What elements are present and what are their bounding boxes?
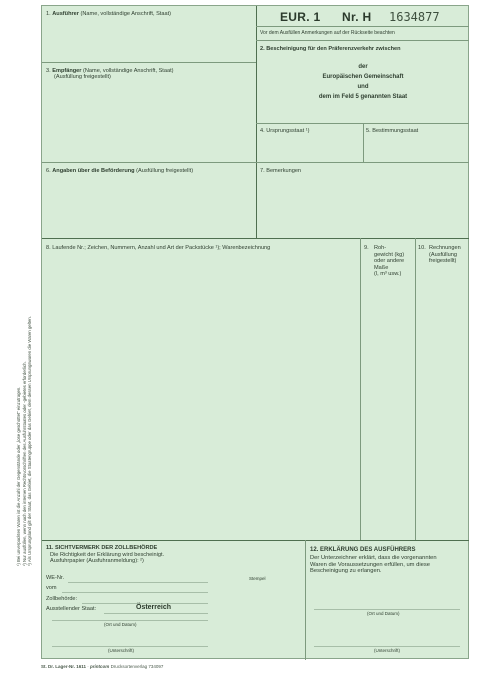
field11-line2: Ausfuhrpapier (Ausfuhranmeldung): ²) <box>50 558 144 564</box>
field3-input[interactable] <box>46 66 246 156</box>
field11-ort-datum: (Ort und Datum) <box>104 622 137 627</box>
divider-4-5 <box>363 123 364 162</box>
field11-stempel: Stempel <box>249 576 266 581</box>
serial-number: 1634877 <box>389 10 440 24</box>
divider-8-9 <box>360 238 361 540</box>
field5-input[interactable] <box>365 136 467 160</box>
field11-line1: Die Richtigkeit der Erklärung wird bescheinigt. <box>50 552 165 558</box>
field1-input[interactable] <box>46 8 246 58</box>
eur1-form <box>41 5 469 659</box>
field2-text: der Europäischen Gemeinschaft und dem im Feld 5 genannten Staat <box>318 64 408 100</box>
field12-text: Der Unterzeichner erklärt, dass die vorgenannten Waren die Voraussetzungen erfüllen, um diese Bescheinigung zu erlangen. <box>310 555 437 575</box>
field5-label: 5. Bestimmungsstaat <box>366 128 419 134</box>
field10-num: 10. <box>418 245 426 251</box>
field10-text: Rechnungen (Ausfüllung freigestellt) <box>429 245 461 265</box>
field11-staat-label: Ausstellender Staat: <box>46 606 97 612</box>
header-note: Vor dem Ausfüllen Anmerkungen auf der Rückseite beachten <box>260 30 395 36</box>
field3-label: 3. Empfänger (Name, vollständige Anschrift, Staat) <box>46 68 174 74</box>
field3-sublabel: (Ausfüllung freigestellt) <box>54 74 111 80</box>
field12-sign-line[interactable] <box>314 646 460 647</box>
field2-label: 2. Bescheinigung für den Präferenzverkehr zwischen <box>260 46 401 52</box>
field9-input[interactable] <box>362 282 413 536</box>
field11-we-nr-label: WE-Nr. <box>46 575 65 581</box>
field9-text: Roh- gewicht (kg) oder andere Maße (l, m³ usw.) <box>374 245 405 278</box>
divider-1-3 <box>42 62 256 63</box>
divider-9-10 <box>415 238 416 540</box>
field11-ort-line[interactable] <box>52 620 208 621</box>
field11-title: 11. SICHTVERMERK DER ZOLLBEHÖRDE <box>46 545 158 551</box>
field12-unterschrift: (Unterschrift) <box>374 648 401 653</box>
field9-label: 9. <box>364 245 369 251</box>
divider-6-8 <box>42 238 469 239</box>
divider-8-11 <box>42 540 469 541</box>
divider-11-12 <box>305 540 306 660</box>
field1-label: 1. Ausführer (Name, vollständige Anschrift, Staat) <box>46 11 172 17</box>
number-label: Nr. H <box>342 10 372 24</box>
field6-input[interactable] <box>46 176 252 234</box>
field11-vom-line[interactable] <box>62 592 208 593</box>
field12-ort-line[interactable] <box>314 609 460 610</box>
field4-label: 4. Ursprungsstaat ¹) <box>260 128 310 134</box>
field12-title: 12. ERKLÄRUNG DES AUSFÜHRERS <box>310 547 416 553</box>
field7-input[interactable] <box>258 176 466 234</box>
field6-label: 6. Angaben über die Beförderung (Ausfüllung freigestellt) <box>46 168 194 174</box>
form-title: EUR. 1 <box>280 10 321 24</box>
field8-label: 8. Laufende Nr.; Zeichen, Nummern, Anzahl und Art der Packstücke ¹); Warenbezeichnung <box>46 245 271 251</box>
divider-header <box>256 26 469 27</box>
field4-input[interactable] <box>258 136 360 160</box>
field12-ort-datum: (Ort und Datum) <box>367 611 400 616</box>
field11-zollbehoerde-label: Zollbehörde: <box>46 596 78 602</box>
field11-staat-line[interactable] <box>104 613 208 614</box>
field11-unterschrift: (Unterschrift) <box>108 648 135 653</box>
field8-input[interactable] <box>46 256 356 536</box>
side-notes: ¹) Bei unverpackten Waren ist die Anzahl der Gegenstände oder „lose geschüttet“ einzutragen. ²) Nur ausfüllen, wenn nach den internen Rechtsvorschriften des Ausfuhrstaates oder -gebietes erforderlich. ³) Als Ursprungsland gilt der Staat, das Gebiet, die Staatengruppe oder das Gebiet, dem dessen Ursprungswaren die Waren gelten. <box>16 316 33 566</box>
field11-vom-label: vom <box>46 585 57 591</box>
divider-note <box>256 40 469 41</box>
divider-3-6 <box>42 162 469 163</box>
field11-country: Österreich <box>136 604 172 611</box>
field7-label: 7. Bemerkungen <box>260 168 302 174</box>
field11-sign-line[interactable] <box>52 646 208 647</box>
footer-imprint: St. Dr. Lager-Nr. 1611 · printcom Drucksortenverlag 734097 <box>41 664 164 669</box>
field11-we-nr-line[interactable] <box>68 582 208 583</box>
field10-input[interactable] <box>417 268 467 536</box>
